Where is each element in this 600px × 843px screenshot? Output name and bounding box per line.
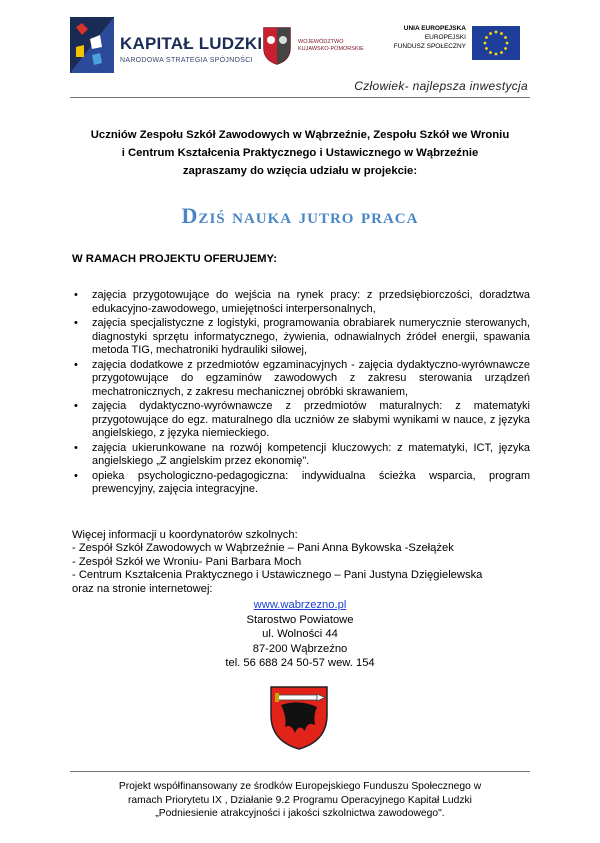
wojewodztwo-text: WOJEWÓDZTWO KUJAWSKO-POMORSKIE [298, 39, 364, 52]
list-item [72, 317, 530, 358]
address-block [0, 598, 600, 671]
address-office: Starostwo Powiatowe [246, 613, 354, 626]
list-item [72, 442, 530, 469]
offer-text: zajęcia specjalistyczne z logistyki, programowania obrabiarek numerycznie sterowanych, diagnostyki sprzętu informatycznego, żywienia, odnawialnych źródeł energii, spawania metoda TIG, mechatroniki hydrauliki siłowej, [92, 317, 530, 356]
intro-line-3: zapraszamy do wzięcia udziału w projekcie: [182, 165, 418, 177]
kapital-ludzki-title: KAPITAŁ LUDZKI [120, 34, 263, 53]
eu-star-icon [484, 42, 487, 45]
eu-star-icon [489, 32, 492, 35]
bullet-icon: • [74, 469, 78, 482]
offer-text: zajęcia dodatkowe z przedmiotów egzaminacyjnych - zajęcia dydaktyczno-wyrównawcze przygotowujące do egzaminów zawodowych z zakresu sterowania urządzeń mechatronicznych, z zakresu mechanicznej obróbki skrawaniem, [92, 358, 530, 398]
coordinator-1: - Zespół Szkół Zawodowych w Wąbrzeźnie – Pani Anna Bykowska -Szełążek [72, 542, 454, 555]
wojewodztwo-logo [262, 22, 362, 74]
eu-star-icon [485, 36, 488, 39]
bullet-icon: • [74, 317, 78, 329]
kapital-ludzki-emblem-icon [70, 17, 114, 73]
eu-logo [380, 22, 520, 74]
contacts-intro: Więcej informacji u koordynatorów szkolnych: [72, 529, 298, 541]
offer-text: zajęcia ukierunkowane na rozwój kompetencji kluczowych: z matematyki, ICT, języka angielskiego „Z angielskim przez ekonomię". [92, 441, 530, 467]
eu-star-icon [506, 42, 509, 45]
list-item [72, 400, 530, 441]
address-street: ul. Wolności 44 [262, 628, 338, 640]
list-item [72, 289, 530, 316]
footer-text [0, 780, 600, 821]
eu-line-1: UNIA EUROPEJSKA [403, 25, 466, 32]
intro-line-2: i Centrum Kształcenia Praktycznego i Ustawicznego w Wąbrzeźnie [121, 147, 479, 159]
eu-star-icon [489, 51, 492, 54]
eu-star-icon [504, 36, 507, 39]
list-item [72, 359, 530, 400]
eu-star-icon [504, 47, 507, 50]
tagline: Człowiek- najlepsza inwestycja [354, 79, 528, 93]
eu-line-3: FUNDUSZ SPOŁECZNY [393, 43, 466, 50]
bullet-icon: • [74, 400, 78, 412]
intro-line-1: Uczniów Zespołu Szkół Zawodowych w Wąbrzeźnie, Zespołu Szkół we Wroniu [90, 129, 510, 141]
footer-line-3: „Podniesienie atrakcyjności i jakości szkolnictwa zawodowego". [155, 808, 445, 819]
bullet-icon: • [74, 358, 78, 371]
footer-line-1: Projekt współfinansowany ze środków Europejskiego Funduszu Społecznego w [118, 781, 482, 792]
kapital-ludzki-logo [70, 17, 263, 75]
eu-flag-icon [472, 26, 520, 60]
contact-info [72, 529, 542, 596]
address-phone: tel. 56 688 24 50-57 wew. 154 [225, 657, 375, 669]
invitation-text [0, 126, 600, 180]
offer-list [72, 289, 530, 498]
kujawsko-pomorskie-crest-icon [262, 26, 292, 66]
kapital-ludzki-subtitle: NARODOWA STRATEGIA SPÓJNOŚCI [120, 57, 253, 64]
eu-star-icon [495, 31, 498, 34]
website-link[interactable]: www.wabrzezno.pl [253, 599, 347, 611]
project-name: Dziś nauka jutro praca [181, 203, 419, 228]
offer-heading: W RAMACH PROJEKTU OFERUJEMY: [72, 253, 278, 265]
eu-star-icon [500, 32, 503, 35]
bullet-icon: • [74, 441, 78, 454]
eu-star-icon [495, 53, 498, 56]
eu-star-icon [485, 47, 488, 50]
coordinator-2: - Zespół Szkół we Wroniu- Pani Barbara Moch [72, 555, 302, 568]
list-item [72, 470, 530, 497]
offer-text: opieka psychologiczno-pedagogiczna: indywidualna ścieżka wsparcia, program prewencyjny, zajęcia integracyjne. [92, 469, 530, 495]
footer-line-2: ramach Priorytetu IX , Działanie 9.2 Programu Operacyjnego Kapitał Ludzki [128, 794, 472, 806]
offer-text: zajęcia dydaktyczno-wyrównawcze z przedmiotów maturalnych: z matematyki przygotowujące do egz. maturalnego dla uczniów ze słabymi wynikami w nauce, z języka angielskiego, z języka niemieckiego. [92, 400, 530, 439]
coordinator-3: - Centrum Kształcenia Praktycznego i Ustawicznego – Pani Justyna Dzięgielewska [72, 569, 483, 582]
offer-text: zajęcia przygotowujące do wejścia na rynek pracy: z przedsiębiorczości, doradztwa edukacyjno-zawodowego, umiejętności interpersonalnych, [92, 289, 530, 315]
eu-line-2: EUROPEJSKI [424, 34, 466, 41]
eu-text [380, 24, 466, 51]
header-divider [70, 97, 530, 98]
website-intro: oraz na stronie internetowej: [72, 582, 213, 595]
eu-star-icon [500, 51, 503, 54]
footer-divider [70, 771, 530, 772]
coat-of-arms-icon [269, 685, 329, 751]
address-city: 87-200 Wąbrzeźno [252, 642, 348, 655]
bullet-icon: • [74, 289, 78, 301]
